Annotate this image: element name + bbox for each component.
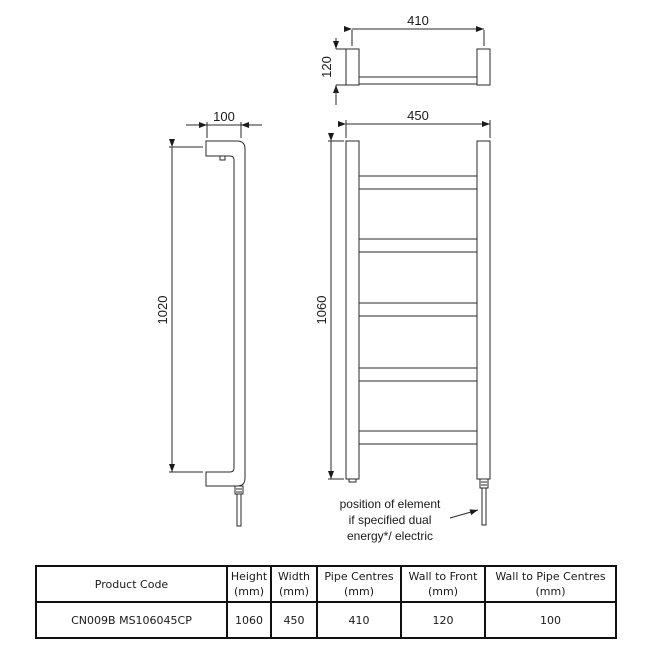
header-pipe-centres: Pipe Centres (mm) [317,566,401,602]
front-view-width-label: 450 [407,108,429,123]
note-line-1: position of element [339,497,441,511]
element-position-note [340,497,441,543]
front-view-height-label: 1060 [314,295,329,325]
header-wall-to-front: Wall to Front (mm) [401,566,485,602]
specification-table [35,565,617,639]
header-width: Width (mm) [271,566,317,602]
note-line-2: if specified dual [348,513,432,527]
table-header-row [36,566,616,602]
cell-pipe-centres: 410 [317,602,401,638]
cell-wall-to-pipe-centres: 100 [485,602,616,638]
side-view-height-label: 1020 [155,295,170,325]
header-product-code: Product Code [36,566,227,602]
front-view [328,120,490,525]
cell-width: 450 [271,602,317,638]
side-view-wall-to-pipe-label: 100 [213,109,235,124]
table-row [36,602,616,638]
top-view [336,29,490,105]
side-view [169,122,262,526]
note-line-3: energy*/ electric [346,529,434,543]
top-view-depth-label: 120 [319,56,334,78]
cell-wall-to-front: 120 [401,602,485,638]
top-view-pipe-centres-label: 410 [407,13,429,28]
cell-product-code: CN009B MS106045CP [36,602,227,638]
cell-height: 1060 [227,602,271,638]
header-height: Height (mm) [227,566,271,602]
header-wall-to-pipe-centres: Wall to Pipe Centres (mm) [485,566,616,602]
